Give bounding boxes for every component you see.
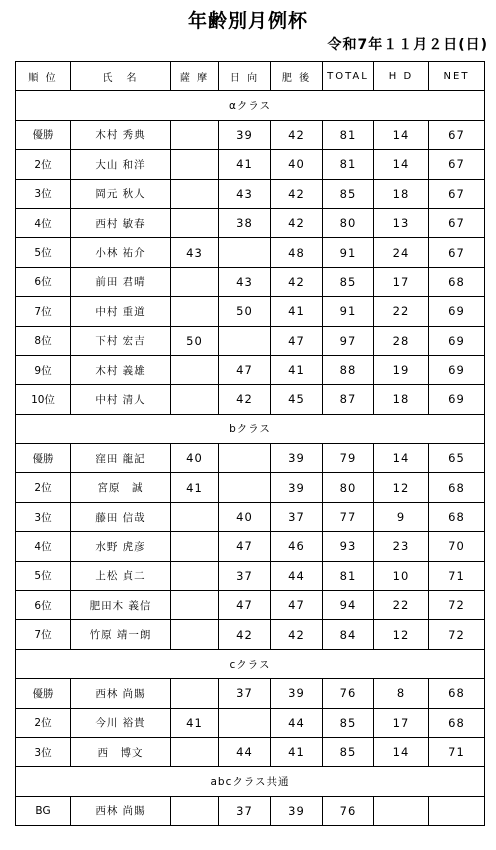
higo-score-cell: 42: [271, 267, 323, 296]
rank-cell: BG: [16, 796, 71, 825]
satsuma-score-cell: [171, 179, 219, 208]
name-cell: 西林 尚賜: [71, 796, 171, 825]
header-higo: 肥 後: [271, 62, 323, 91]
rank-cell: 9位: [16, 355, 71, 384]
rank-cell: 2位: [16, 150, 71, 179]
net-score-cell: 68: [429, 502, 485, 531]
higo-score-cell: 39: [271, 679, 323, 708]
table-row: [16, 796, 485, 825]
higo-score-cell: 41: [271, 297, 323, 326]
name-cell: 前田 君晴: [71, 267, 171, 296]
header-satsuma: 薩 摩: [171, 62, 219, 91]
satsuma-score-cell: [171, 385, 219, 414]
name-cell: 西林 尚賜: [71, 679, 171, 708]
higo-score-cell: 47: [271, 326, 323, 355]
net-score-cell: 67: [429, 120, 485, 149]
total-score-cell: 85: [323, 267, 374, 296]
table-row: [16, 120, 485, 149]
net-score-cell: 72: [429, 591, 485, 620]
header-total: TOTAL: [323, 62, 374, 91]
higo-score-cell: 42: [271, 179, 323, 208]
satsuma-score-cell: [171, 267, 219, 296]
rank-cell: 6位: [16, 267, 71, 296]
name-cell: 西村 敏春: [71, 208, 171, 237]
handicap-cell: 23: [374, 532, 429, 561]
satsuma-score-cell: 41: [171, 473, 219, 502]
net-score-cell: 69: [429, 326, 485, 355]
handicap-cell: 14: [374, 444, 429, 473]
header-rank: 順 位: [16, 62, 71, 91]
handicap-cell: 12: [374, 473, 429, 502]
handicap-cell: 9: [374, 502, 429, 531]
hyuga-score-cell: 50: [219, 297, 271, 326]
satsuma-score-cell: [171, 796, 219, 825]
rank-cell: 優勝: [16, 444, 71, 473]
header-row: [16, 62, 485, 91]
net-score-cell: 71: [429, 561, 485, 590]
total-score-cell: 88: [323, 355, 374, 384]
page-title: 年齢別月例杯: [187, 10, 308, 32]
total-score-cell: 93: [323, 532, 374, 561]
rank-cell: 優勝: [16, 120, 71, 149]
rank-cell: 7位: [16, 620, 71, 649]
higo-score-cell: 39: [271, 444, 323, 473]
rank-cell: 4位: [16, 208, 71, 237]
rank-cell: 優勝: [16, 679, 71, 708]
hyuga-score-cell: [219, 473, 271, 502]
total-score-cell: 91: [323, 297, 374, 326]
table-row: [16, 179, 485, 208]
hyuga-score-cell: 47: [219, 591, 271, 620]
total-score-cell: 81: [323, 120, 374, 149]
handicap-cell: 18: [374, 385, 429, 414]
satsuma-score-cell: 41: [171, 708, 219, 737]
net-score-cell: 67: [429, 208, 485, 237]
net-score-cell: 67: [429, 150, 485, 179]
name-cell: 上松 貞二: [71, 561, 171, 590]
rank-cell: 10位: [16, 385, 71, 414]
name-cell: 今川 裕貴: [71, 708, 171, 737]
hyuga-score-cell: [219, 326, 271, 355]
net-score-cell: 68: [429, 679, 485, 708]
table-row: [16, 679, 485, 708]
handicap-cell: 12: [374, 620, 429, 649]
hyuga-score-cell: 47: [219, 532, 271, 561]
total-score-cell: 79: [323, 444, 374, 473]
rank-cell: 2位: [16, 708, 71, 737]
net-score-cell: 71: [429, 737, 485, 766]
rank-cell: 3位: [16, 179, 71, 208]
higo-score-cell: 39: [271, 473, 323, 502]
table-row: [16, 385, 485, 414]
section-header-row: [16, 767, 485, 796]
net-score-cell: [429, 796, 485, 825]
table-row: [16, 355, 485, 384]
satsuma-score-cell: [171, 150, 219, 179]
rank-cell: 6位: [16, 591, 71, 620]
section-title: cクラス: [16, 649, 485, 678]
total-score-cell: 85: [323, 737, 374, 766]
satsuma-score-cell: 50: [171, 326, 219, 355]
table-row: [16, 532, 485, 561]
total-score-cell: 91: [323, 238, 374, 267]
hyuga-score-cell: [219, 444, 271, 473]
header-net: NET: [429, 62, 485, 91]
section-title: bクラス: [16, 414, 485, 443]
section-title: abcクラス共通: [16, 767, 485, 796]
satsuma-score-cell: [171, 297, 219, 326]
hyuga-score-cell: 37: [219, 679, 271, 708]
table-row: [16, 444, 485, 473]
satsuma-score-cell: [171, 208, 219, 237]
section-header-row: [16, 649, 485, 678]
net-score-cell: 68: [429, 473, 485, 502]
table-row: [16, 267, 485, 296]
satsuma-score-cell: [171, 561, 219, 590]
name-cell: 木村 義雄: [71, 355, 171, 384]
handicap-cell: 28: [374, 326, 429, 355]
higo-score-cell: 41: [271, 737, 323, 766]
hyuga-score-cell: 44: [219, 737, 271, 766]
rank-cell: 3位: [16, 502, 71, 531]
total-score-cell: 80: [323, 473, 374, 502]
handicap-cell: 18: [374, 179, 429, 208]
name-cell: 中村 清人: [71, 385, 171, 414]
total-score-cell: 94: [323, 591, 374, 620]
table-row: [16, 238, 485, 267]
table-row: [16, 326, 485, 355]
higo-score-cell: 41: [271, 355, 323, 384]
name-cell: 竹原 靖一朗: [71, 620, 171, 649]
total-score-cell: 76: [323, 679, 374, 708]
hyuga-score-cell: 37: [219, 796, 271, 825]
higo-score-cell: 40: [271, 150, 323, 179]
total-score-cell: 81: [323, 150, 374, 179]
satsuma-score-cell: [171, 120, 219, 149]
rank-cell: 5位: [16, 561, 71, 590]
handicap-cell: 13: [374, 208, 429, 237]
handicap-cell: 8: [374, 679, 429, 708]
section-header-row: [16, 91, 485, 120]
hyuga-score-cell: 43: [219, 267, 271, 296]
higo-score-cell: 42: [271, 208, 323, 237]
total-score-cell: 76: [323, 796, 374, 825]
satsuma-score-cell: [171, 620, 219, 649]
hyuga-score-cell: 41: [219, 150, 271, 179]
hyuga-score-cell: 38: [219, 208, 271, 237]
table-row: [16, 208, 485, 237]
table-row: [16, 708, 485, 737]
name-cell: 小林 祐介: [71, 238, 171, 267]
event-date: 令和7年１１月２日(日): [327, 37, 488, 53]
higo-score-cell: 45: [271, 385, 323, 414]
higo-score-cell: 42: [271, 120, 323, 149]
table-row: [16, 502, 485, 531]
hyuga-score-cell: 42: [219, 620, 271, 649]
satsuma-score-cell: [171, 502, 219, 531]
handicap-cell: 17: [374, 267, 429, 296]
satsuma-score-cell: [171, 355, 219, 384]
handicap-cell: 14: [374, 150, 429, 179]
net-score-cell: 67: [429, 179, 485, 208]
hyuga-score-cell: 47: [219, 355, 271, 384]
higo-score-cell: 46: [271, 532, 323, 561]
name-cell: 木村 秀典: [71, 120, 171, 149]
total-score-cell: 80: [323, 208, 374, 237]
name-cell: 肥田木 義信: [71, 591, 171, 620]
total-score-cell: 84: [323, 620, 374, 649]
header-name: 氏 名: [71, 62, 171, 91]
net-score-cell: 68: [429, 267, 485, 296]
net-score-cell: 72: [429, 620, 485, 649]
hyuga-score-cell: [219, 238, 271, 267]
name-cell: 宮原 誠: [71, 473, 171, 502]
name-cell: 中村 重道: [71, 297, 171, 326]
name-cell: 岡元 秋人: [71, 179, 171, 208]
satsuma-score-cell: [171, 679, 219, 708]
total-score-cell: 81: [323, 561, 374, 590]
rank-cell: 5位: [16, 238, 71, 267]
net-score-cell: 69: [429, 297, 485, 326]
name-cell: 窪田 龍記: [71, 444, 171, 473]
satsuma-score-cell: 40: [171, 444, 219, 473]
name-cell: 下村 宏吉: [71, 326, 171, 355]
hyuga-score-cell: 37: [219, 561, 271, 590]
table-row: [16, 737, 485, 766]
rank-cell: 4位: [16, 532, 71, 561]
hyuga-score-cell: [219, 708, 271, 737]
handicap-cell: 22: [374, 591, 429, 620]
net-score-cell: 67: [429, 238, 485, 267]
table-row: [16, 561, 485, 590]
handicap-cell: [374, 796, 429, 825]
handicap-cell: 10: [374, 561, 429, 590]
header-hyuga: 日 向: [219, 62, 271, 91]
rank-cell: 3位: [16, 737, 71, 766]
handicap-cell: 17: [374, 708, 429, 737]
name-cell: 藤田 信哉: [71, 502, 171, 531]
table-row: [16, 620, 485, 649]
higo-score-cell: 44: [271, 561, 323, 590]
total-score-cell: 77: [323, 502, 374, 531]
net-score-cell: 69: [429, 355, 485, 384]
hyuga-score-cell: 39: [219, 120, 271, 149]
total-score-cell: 85: [323, 179, 374, 208]
net-score-cell: 68: [429, 708, 485, 737]
rank-cell: 7位: [16, 297, 71, 326]
handicap-cell: 19: [374, 355, 429, 384]
net-score-cell: 65: [429, 444, 485, 473]
hyuga-score-cell: 43: [219, 179, 271, 208]
handicap-cell: 22: [374, 297, 429, 326]
satsuma-score-cell: [171, 737, 219, 766]
table-row: [16, 297, 485, 326]
name-cell: 水野 虎彦: [71, 532, 171, 561]
satsuma-score-cell: 43: [171, 238, 219, 267]
higo-score-cell: 37: [271, 502, 323, 531]
hyuga-score-cell: 42: [219, 385, 271, 414]
satsuma-score-cell: [171, 591, 219, 620]
table-row: [16, 473, 485, 502]
handicap-cell: 24: [374, 238, 429, 267]
table-row: [16, 591, 485, 620]
section-header-row: [16, 414, 485, 443]
hyuga-score-cell: 40: [219, 502, 271, 531]
net-score-cell: 70: [429, 532, 485, 561]
name-cell: 西 博文: [71, 737, 171, 766]
total-score-cell: 85: [323, 708, 374, 737]
higo-score-cell: 47: [271, 591, 323, 620]
handicap-cell: 14: [374, 737, 429, 766]
total-score-cell: 97: [323, 326, 374, 355]
higo-score-cell: 48: [271, 238, 323, 267]
rank-cell: 8位: [16, 326, 71, 355]
section-title: αクラス: [16, 91, 485, 120]
handicap-cell: 14: [374, 120, 429, 149]
higo-score-cell: 39: [271, 796, 323, 825]
higo-score-cell: 42: [271, 620, 323, 649]
rank-cell: 2位: [16, 473, 71, 502]
results-table: [15, 61, 485, 826]
higo-score-cell: 44: [271, 708, 323, 737]
table-row: [16, 150, 485, 179]
satsuma-score-cell: [171, 532, 219, 561]
name-cell: 大山 和洋: [71, 150, 171, 179]
header-hd: H D: [374, 62, 429, 91]
net-score-cell: 69: [429, 385, 485, 414]
table-body: [16, 91, 485, 826]
total-score-cell: 87: [323, 385, 374, 414]
